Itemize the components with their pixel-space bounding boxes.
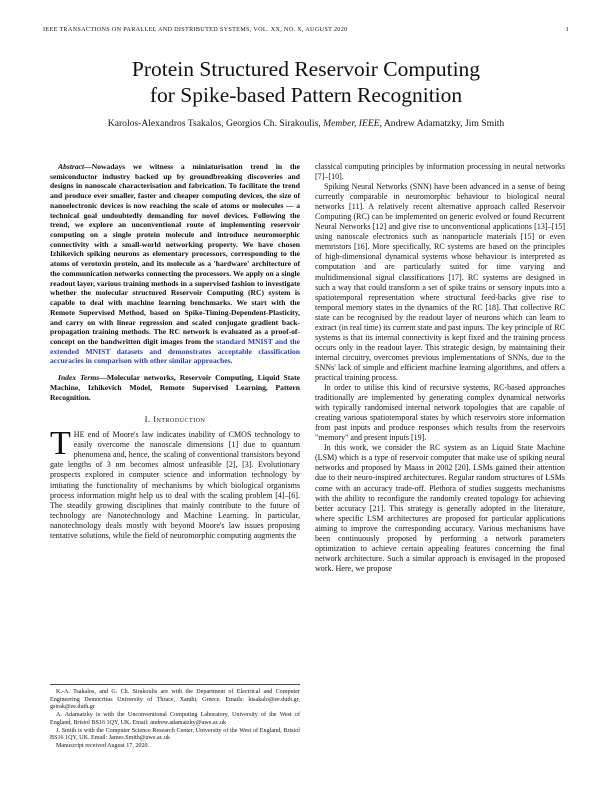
right-paragraph-3: In order to utilise this kind of recursive systems, RC-based approaches traditionally are implemented by generating complex dynamical networks with typically randomised internal network topologies that are capable of creating various spatiotemporal states by which reservoirs store information from past inputs and produce responses which results from the reservoirs "memory" and present inputs [19]. — [315, 383, 565, 443]
drop-cap: T — [50, 425, 71, 463]
index-terms-text: —Molecular networks, Reservoir Computing, Liquid State Machine, Izhikevich Model, Remote Supervised Learning, Pattern Recognition. — [50, 373, 301, 402]
footnote-3: J. Smith is with the Computer Science Research Center, University of the West of England, Bristol BS16 1QY, UK. Email: James.Smith@uwe.ac.uk — [50, 727, 300, 742]
running-header — [43, 26, 569, 33]
index-terms-lead: Index Terms — [58, 373, 100, 383]
left-column — [50, 162, 300, 541]
footnote-4: Manuscript received August 17, 2020. — [56, 742, 150, 749]
right-paragraph-2: Spiking Neural Networks (SNN) have been advanced in a sense of being currently comparable in neuromorphic behaviour to biological neural networks [11]. A relatively recent alternative approach called Reservoir Computing (RC) can be implemented on generic evolved or found Recurrent Neural Networks [12] and give rise to unconventional applications [13]–[15] using nanoscale electronics such as nanoparticle materials [15] or even memristors [16]. More specifically, RC systems are based on the principles of high-dimensional dynamical systems whose behaviour is interpreted as computation and are particularly suited for time varying and multidimensional signal classifications [17]. RC systems are designed in such a way that could transform a set of spike trains or sensory inputs into a spatiotemporal representation where structural feed-backs give rise to temporal memory states in the dynamics of the RC [18]. That collective RC state can be recognised by the readout layer of neurons which can learn to extract (in real time) its current state and past inputs. The key principle of RC systems is that its internal connectivity is kept fixed and the training process occurs only in the readout layer. This strategic design, by maintaining their internal circuitry, overcomes previous implementations of SNNs, due to the SNNs' lack of simple and efficient machine learning algorithms, and offers a practical training process. — [315, 182, 565, 382]
section-heading-introduction: I. Introduction — [144, 414, 206, 425]
footnotes — [50, 684, 300, 751]
journal-header: IEEE TRANSACTIONS ON PARALLEL AND DISTRIBUTED SYSTEMS, VOL. XX, NO. X, AUGUST 2020 — [43, 26, 348, 33]
title-line-1: Protein Structured Reservoir Computing — [131, 57, 481, 81]
right-paragraph-4: In this work, we consider the RC system as an Liquid State Machine (LSM) which is a type of reservoir computer that make use of spiking neural networks and proposed by Maass in 2002 [20]. LSMs gained their attention due to their neuro-inspired architectures. Regular random structures of LSMs come with an accuracy trade-off. Plethora of studies suggests mechanisms with the ability to reconfigure the randomly created topology for achieving better accuracy [21]. This strategy is generally adopted in the literature, where specific LSM architectures are proposed for particular applications aiming to improve the corresponding accuracy. Various mechanisms have been continuously proposed by performing a network parameters optimization to achieve certain appealing features concerning the final network architecture. Such a similar approach is envisaged in the proposed work. Here, we propose — [315, 443, 565, 573]
title-line-2: for Spike-based Pattern Recognition — [149, 83, 463, 107]
author-list — [40, 118, 572, 129]
introduction-body — [50, 425, 300, 541]
right-paragraph-1: classical computing principles by information processing in neural networks [7]–[10]. — [315, 162, 565, 182]
abstract-lead: Abstract — [58, 162, 85, 171]
index-terms — [50, 373, 300, 402]
abstract-text: —Nowadays we witness a miniaturisation trend in the semiconductor industry backed up by groundbreaking discoveries and designs in nanoscale characterisation and fabrication. To facilitate the trend and produce ever smaller, faster and cheaper computing devices, the size of nanoelectronic devices is now reaching the scale of atoms or molecules — a technical goal undoubtedly demanding for novel devices. Following the trend, we explore an unconventional route of implementing reservoir computing on a single protein molecule and introduce neuromorphic connectivity with a small-world networking property. We have chosen Izhikevich spiking neurons as elementary processors, corresponding to the atoms of verotoxin protein, and its molecule as a 'hardware' architecture of the communication networks connecting the processors. We apply on a single readout layer, various training methods in a supervised fashion to investigate whether the molecular structured Reservoir Computing (RC) system is capable to deal with machine learning benchmarks. We start with the Remote Supervised Method, based on Spike-Timing-Dependent-Plasticity, and carry on with linear regression and scaled conjugate gradient back-propagation training methods. The RC network is evaluated as a proof-of-concept on the handwritten digit images from the — [50, 162, 300, 346]
author-membership: Member, IEEE — [323, 118, 380, 129]
paper-title — [40, 56, 572, 108]
authors-part-2: , Andrew Adamatzky, Jim Smith — [379, 118, 505, 129]
introduction-paragraph-1 — [50, 425, 300, 541]
authors-part-1: Karolos-Alexandros Tsakalos, Georgios Ch. Sirakoulis, — [107, 118, 324, 129]
page-number: 1 — [565, 26, 569, 33]
right-column — [315, 162, 565, 574]
abstract-highlighted-text: standard MNIST and the extended MNIST datasets and demonstrates acceptable classification accuracies in comparison with other similar approaches. — [50, 336, 300, 366]
introduction-paragraph-1-text: HE end of Moore's law indicates inability of CMOS technology to easily overcome the nanoscale dimensions [1] due to quantum phenomena and, hence, the scaling of conventional transistors beyond gate lengths of 3 nm becomes almost unfeasible [2], [3]. Evolutionary prospects explored in computer science and information technology by imitating the functionality of mechanisms by which biological organisms process information might help us to deal with the scaling problem [4]–[6]. The steadily growing disciplines that mainly contribute to the future of technology are Nanotechnology and Machine Learning. In particular, nanotechnology deals mostly with beyond Moore's law issues proposing tentative solutions, while the field of neuromorphic computing augments the — [50, 430, 300, 540]
footnote-1: K.-A. Tsakalos, and G. Ch. Sirakoulis are with the Department of Electrical and Computer Engineering Democritus University of Thrace, Xanthi, Greece. Emails: ktsakalo@ee.duth.gr, gsirak@ee.duth.gr — [50, 689, 300, 711]
footnote-2: A. Adamatzky is with the Unconventional Computing Laboratory, University of the West of England, Bristol BS16 1QY, UK. Email: andrew.adamatzky@uwe.ac.uk — [50, 712, 300, 726]
abstract — [50, 162, 300, 366]
